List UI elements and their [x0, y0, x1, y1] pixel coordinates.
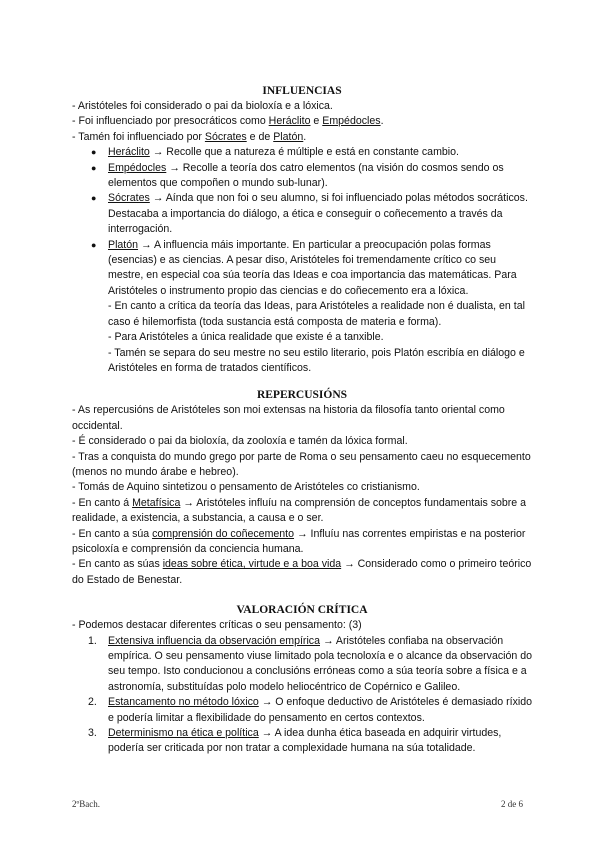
- underlined-term: ideas sobre ética, virtude e a boa vida: [162, 558, 342, 571]
- critique-numbered-list: [72, 634, 532, 757]
- bullet-text: → Aínda que non foi o seu alumno, si foi influenciado polas métodos socráticos. Destacaba a importancia do diálogo, a ética e conseguir o coñecemento a través da interrogación.: [108, 192, 528, 236]
- item-number: 3.: [88, 727, 97, 740]
- document-content: [72, 84, 532, 757]
- text-span: e: [310, 115, 323, 128]
- text-span: → Influíu nas correntes empiristas e na posterior psicoloxía e comprensión da conciencia humana.: [72, 527, 526, 555]
- section-title-valoracion: VALORACIÓN CRÍTICA: [236, 604, 368, 617]
- footer-course: 2ºBach.: [72, 799, 101, 809]
- paragraph-line: [72, 527, 532, 558]
- text-span: - En canto a súa: [72, 527, 153, 540]
- text-span: - En canto as súas: [72, 558, 163, 571]
- bullet-term: Empédocles: [108, 161, 167, 174]
- section-title-influencias: INFLUENCIAS: [262, 85, 342, 97]
- paragraph-line: - Tras a conquista do mundo grego por parte de Roma o seu pensamento caeu no esquecemento (menos no mundo árabe e hebreo).: [72, 450, 531, 478]
- paragraph-line: [72, 114, 532, 129]
- bullet-text: → Recolle a teoría dos catro elementos (na visión do cosmos sendo os elementos que compoñen o mundo sub-lunar).: [108, 161, 504, 190]
- bullet-text: → Recolle que a natureza é múltiple e está en constante cambio.: [149, 146, 459, 159]
- item-text: → Aristóteles confiaba na observación empírica. O seu pensamento viuse limitado pola tecnoloxía e o alcance da observación do seu tempo. Isto conducionou a conclusións erróneas como a súa teoría sobre a física e a astronomía, substituídas polo modelo heliocéntrico de Copérnico e Galileo.: [108, 634, 532, 693]
- bullet-item: [108, 161, 532, 192]
- numbered-item: [88, 695, 533, 726]
- text-span: .: [303, 130, 307, 143]
- numbered-item: [88, 634, 532, 696]
- item-text: → A idea dunha ética baseada en adquirir virtudes, podería ser criticada por non tratar a complexidade humana na súa totalidade.: [108, 727, 502, 755]
- paragraph-line: - As repercusións de Aristóteles son moi extensas na historia da filosofía tanto oriental como occidental.: [72, 404, 505, 432]
- bullet-term: Heráclito: [108, 146, 150, 159]
- paragraph-line: [72, 496, 532, 527]
- paragraph-line: - É considerado o pai da bioloxía, da zooloxía e tamén da lóxica formal.: [72, 435, 408, 448]
- bullet-item: [108, 191, 532, 237]
- underlined-term: Heráclito: [268, 115, 311, 128]
- bullet-subline: - Para Aristóteles a única realidade que existe é a tanxible.: [108, 331, 384, 344]
- paragraph-line: [72, 130, 532, 145]
- item-text: → O enfoque deductivo de Aristóteles é demasiado ríxido e podería limitar a flexibilidade do pensamento en certos contextos.: [108, 696, 533, 724]
- underlined-term: Platón: [273, 130, 304, 143]
- text-span: → Aristóteles influíu na comprensión de conceptos fundamentais sobre a realidade, a existencia, a substancia, a causa e o ser.: [72, 496, 527, 525]
- text-span: → Considerado como o primeiro teórico do Estado de Benestar.: [72, 558, 532, 586]
- item-term: Determinismo na ética e política: [108, 727, 259, 740]
- text-span: e de: [246, 130, 274, 143]
- footer-page-number: 2 de 6: [501, 799, 523, 809]
- bullet-term: Sócrates: [108, 192, 150, 205]
- bullet-term: Platón: [108, 238, 139, 251]
- numbered-item: [88, 726, 532, 757]
- text-span: - Tamén foi influenciado por: [72, 130, 205, 143]
- paragraph-line: - Podemos destacar diferentes críticas o seu pensamento: (3): [72, 619, 362, 632]
- paragraph-line: - Tomás de Aquino sintetizou o pensamento de Aristóteles co cristianismo.: [72, 481, 420, 494]
- bullet-item: [108, 238, 532, 377]
- paragraph-line: - Aristóteles foi considerado o pai da bioloxía e a lóxica.: [72, 100, 333, 112]
- bullet-subline: - En canto a crítica da teoría das Ideas, para Aristóteles a realidade non é dualista, en tal caso é hilemorfista (toda sustancia está composta de materia e forma).: [108, 300, 525, 328]
- item-number: 1.: [88, 634, 97, 647]
- text-span: - En canto á: [72, 496, 133, 509]
- paragraph-line: [72, 557, 532, 588]
- text-span: - Foi influenciado por presocráticos como: [72, 115, 269, 128]
- bullet-text: → A influencia máis importante. En particular a preocupación polas formas (esencias) e as ciencias. A pesar diso, Aristóteles foi tremendamente crítico co seu mestre, en especial coa súa teoría das Ideas e coa importancia das matemáticas. Para Aristóteles o instrumento propio das ciencias e do coñecemento era a lóxica.: [108, 238, 517, 297]
- item-term: Extensiva influencia da observación empírica: [108, 634, 320, 647]
- underlined-term: Sócrates: [204, 130, 247, 143]
- section-title-repercusions: REPERCUSIÓNS: [256, 389, 348, 402]
- influences-bullet-list: [72, 145, 532, 376]
- underlined-term: Metafísica: [132, 496, 181, 509]
- item-term: Estancamento no método lóxico: [108, 696, 259, 709]
- underlined-term: Empédocles: [322, 115, 381, 128]
- item-number: 2.: [88, 696, 97, 709]
- bullet-subline: - Tamén se separa do seu mestre no seu estilo literario, pois Platón escribía en diálogo e Aristóteles en forma de tratados científicos.: [108, 346, 525, 374]
- underlined-term: comprensión do coñecemento: [152, 527, 295, 540]
- bullet-item: [108, 145, 532, 160]
- text-span: .: [380, 115, 384, 128]
